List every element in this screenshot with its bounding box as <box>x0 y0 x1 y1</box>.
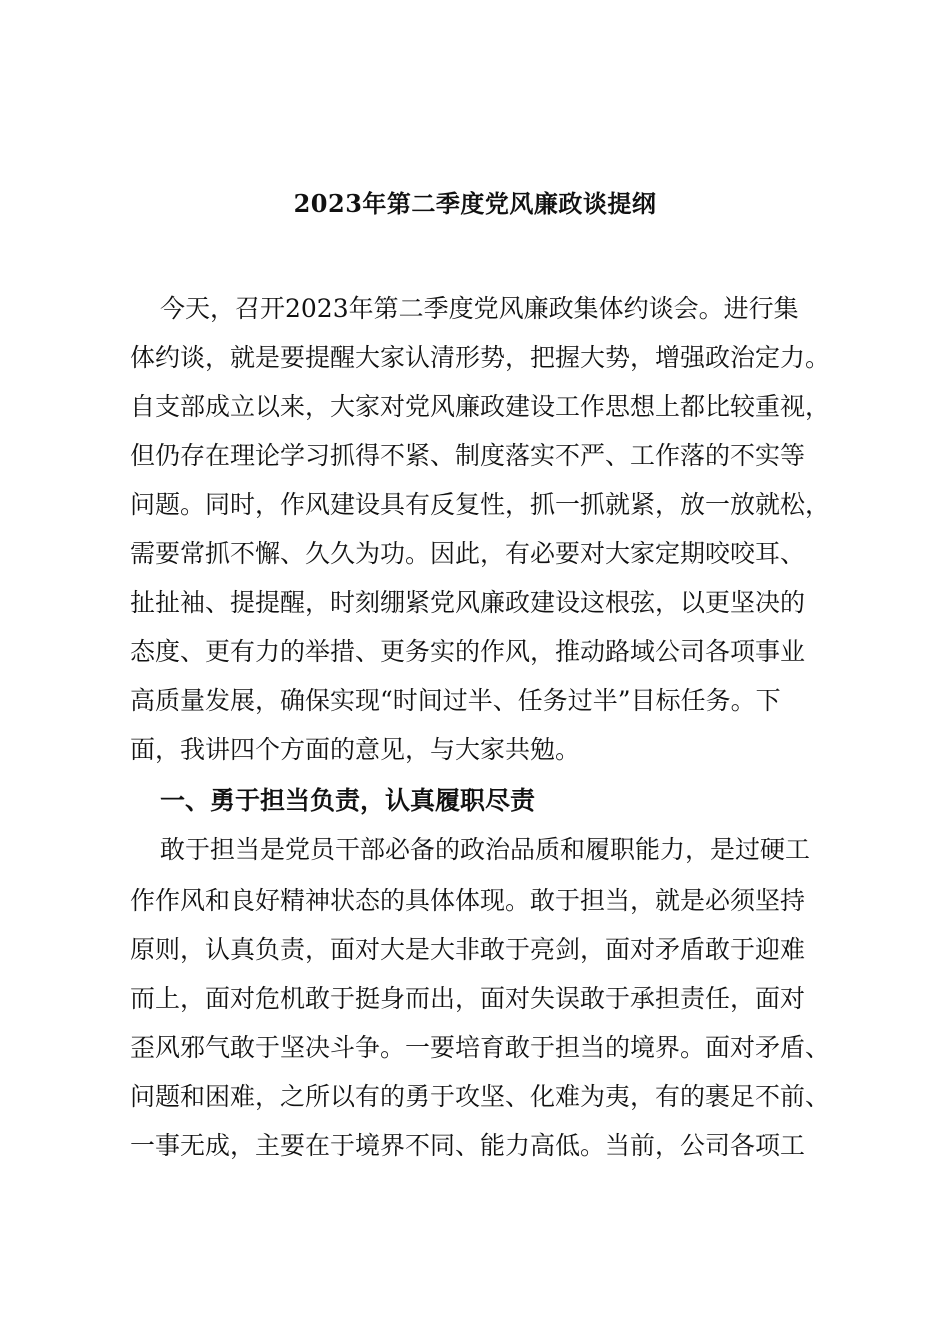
paragraph-line: 问题和困难，之所以有的勇于攻坚、化难为夷，有的裹足不前、 <box>130 1082 831 1111</box>
paragraph-line: 但仍存在理论学习抓得不紧、制度落实不严、工作落的不实等 <box>130 441 806 470</box>
paragraph-line: 敢于担当是党员干部必备的政治品质和履职能力，是过硬工 <box>160 835 811 864</box>
paragraph-line: 原则，认真负责，面对大是大非敢于亮剑，面对矛盾敢于迎难 <box>130 935 806 964</box>
paragraph-line: 高质量发展，确保实现“时间过半、任务过半”目标任务。下 <box>130 686 781 715</box>
paragraph-line: 扯扯袖、提提醒，时刻绷紧党风廉政建设这根弦，以更坚决的 <box>130 588 806 617</box>
paragraph-line: 面，我讲四个方面的意见，与大家共勉。 <box>130 735 581 764</box>
paragraph-line: 今天，召开2023年第二季度党风廉政集体约谈会。进行集 <box>160 294 799 323</box>
paragraph-line: 作作风和良好精神状态的具体体现。敢于担当，就是必须坚持 <box>130 886 806 915</box>
paragraph-line: 而上，面对危机敢于挺身而出，面对失误敢于承担责任，面对 <box>130 984 806 1013</box>
section-heading: 一、勇于担当负责，认真履职尽责 <box>160 786 536 815</box>
paragraph-line: 歪风邪气敢于坚决斗争。一要培育敢于担当的境界。面对矛盾、 <box>130 1033 831 1062</box>
document-title: 2023年第二季度党风廉政谈提纲 <box>293 189 657 218</box>
paragraph-line: 体约谈，就是要提醒大家认清形势，把握大势，增强政治定力。 <box>130 343 831 372</box>
paragraph-line: 自支部成立以来，大家对党风廉政建设工作思想上都比较重视， <box>130 392 831 421</box>
paragraph-line: 态度、更有力的举措、更务实的作风，推动路域公司各项事业 <box>130 637 806 666</box>
paragraph-line: 一事无成，主要在于境界不同、能力高低。当前，公司各项工 <box>130 1131 806 1160</box>
paragraph-line: 需要常抓不懈、久久为功。因此，有必要对大家定期咬咬耳、 <box>130 539 806 568</box>
paragraph-line: 问题。同时，作风建设具有反复性，抓一抓就紧，放一放就松， <box>130 490 831 519</box>
